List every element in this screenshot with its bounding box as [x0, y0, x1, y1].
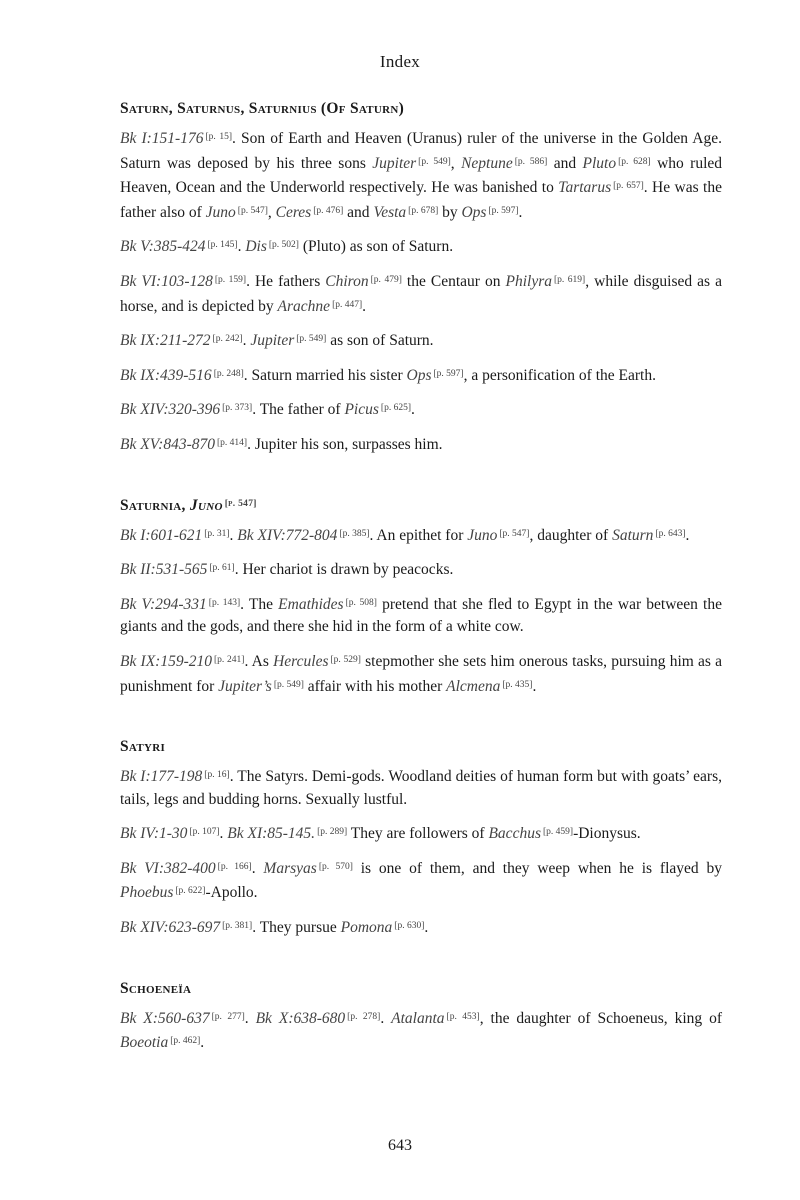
cross-reference-link[interactable]: Phoebus: [120, 884, 174, 902]
entry-paragraph: [120, 126, 722, 224]
entry-paragraph: [120, 397, 722, 422]
body-text: . Jupiter his son, surpasses him.: [247, 435, 443, 453]
page-reference: [p. 479]: [370, 274, 402, 285]
entry-paragraph: [120, 432, 722, 457]
cross-reference-link[interactable]: Bk I:601-621: [120, 526, 203, 544]
entry-paragraph: [120, 1006, 722, 1055]
page-reference: [p. 435]: [502, 679, 533, 690]
cross-reference-link[interactable]: Philyra: [505, 272, 552, 290]
page-reference: [p. 145]: [207, 240, 238, 251]
entry-paragraph: [120, 269, 722, 318]
body-text: . Son of Earth and Heaven (Uranus) ruler of the universe in the Golden Age. Saturn was deposed by his three sons: [120, 130, 723, 172]
cross-reference-link[interactable]: Bk XI:85-145.: [227, 825, 316, 843]
cross-reference-link[interactable]: Emathides: [278, 595, 344, 613]
page-reference: [p. 657]: [613, 181, 644, 192]
page-reference: [p. 459]: [542, 827, 574, 838]
index-content: [120, 100, 722, 1095]
cross-reference-link[interactable]: Bacchus: [488, 825, 541, 843]
body-text: as son of Saturn.: [326, 332, 434, 350]
page-reference: [p. 241]: [214, 654, 245, 665]
page-reference: [p. 586]: [514, 156, 548, 167]
entry-paragraph: [120, 328, 722, 353]
page-reference: [p. 547]: [237, 205, 268, 216]
cross-reference-link[interactable]: Dis: [245, 238, 267, 256]
page-reference: [p. 15]: [205, 132, 233, 142]
body-text: and: [547, 154, 583, 172]
body-text: . The father of: [252, 401, 345, 419]
page-reference: [p. 248]: [213, 368, 244, 379]
cross-reference-link[interactable]: Tartarus: [558, 179, 612, 197]
body-text: .: [251, 859, 264, 877]
cross-reference-link[interactable]: Bk V:385-424: [120, 238, 206, 256]
heading-text: Saturnia,: [120, 496, 190, 514]
cross-reference-link[interactable]: Bk IX:159-210: [120, 652, 213, 670]
body-text: . As: [244, 652, 274, 670]
body-text: who ruled Heaven, Ocean and the Underworld respectively. He was banished to: [120, 154, 723, 197]
entry-heading: [120, 980, 722, 998]
page-reference: [p. 622]: [175, 886, 206, 897]
body-text: . Saturn married his sister: [243, 366, 407, 384]
body-text: . Her chariot is drawn by peacocks.: [234, 561, 454, 579]
cross-reference-link[interactable]: Bk II:531-565: [120, 561, 208, 579]
body-text: ,: [450, 154, 462, 172]
cross-reference-link[interactable]: Bk I:177-198: [120, 768, 203, 786]
page-reference: [p. 549]: [296, 334, 327, 345]
page-reference: [p. 549]: [273, 679, 304, 690]
cross-reference-link[interactable]: Atalanta: [391, 1009, 445, 1027]
heading-text: Saturn, Saturnus, Saturnius (Of Saturn): [120, 100, 405, 117]
page-reference: [p. 277]: [211, 1011, 245, 1022]
entry-heading: [120, 100, 722, 118]
cross-reference-link[interactable]: Bk XIV:623-697: [120, 919, 221, 937]
page-reference: [p. 453]: [446, 1011, 480, 1022]
cross-reference-link[interactable]: Picus: [344, 401, 379, 419]
cross-reference-link[interactable]: Neptune: [461, 154, 513, 172]
cross-reference-link[interactable]: Bk V:294-331: [120, 595, 207, 613]
entry-paragraph: [120, 592, 722, 639]
index-entry: [120, 738, 722, 940]
body-text: They are followers of: [347, 825, 489, 843]
cross-reference-link[interactable]: Bk I:151-176: [120, 130, 204, 147]
heading-text: Satyri: [120, 738, 166, 756]
body-text: .: [237, 238, 246, 256]
cross-reference-link[interactable]: Marsyas: [263, 859, 317, 877]
cross-reference-link[interactable]: Ops: [406, 366, 432, 384]
body-text: and: [343, 203, 374, 221]
body-text: , while disguised as a horse, and is depicted by: [120, 272, 722, 315]
body-text: .: [242, 332, 251, 350]
page-reference: [p. 462]: [170, 1036, 201, 1047]
page-reference: [p. 159]: [214, 274, 247, 285]
cross-reference-link[interactable]: Juno: [467, 526, 498, 544]
page-reference: [p. 373]: [222, 403, 253, 414]
body-text: (Pluto) as son of Saturn.: [298, 238, 454, 256]
page-reference: [p. 242]: [212, 334, 243, 345]
entry-heading: [120, 497, 722, 515]
cross-reference-link[interactable]: Ops: [461, 203, 487, 221]
cross-reference-link[interactable]: Bk X:638-680: [255, 1009, 346, 1027]
entry-paragraph: [120, 856, 722, 905]
cross-reference-link[interactable]: Jupiter’s: [218, 677, 272, 695]
cross-reference-link[interactable]: Bk IX:439-516: [120, 366, 212, 384]
cross-reference-link[interactable]: Boeotia: [120, 1034, 169, 1052]
entry-paragraph: [120, 523, 722, 548]
body-text: .: [244, 1009, 256, 1027]
body-text: -Dionysus.: [573, 825, 641, 843]
page-reference: [p. 529]: [330, 654, 361, 665]
page-reference: [p. 447]: [332, 299, 363, 310]
body-text: , daughter of: [529, 526, 613, 544]
page-reference: [p. 619]: [553, 274, 586, 285]
page-reference: [p. 414]: [216, 437, 248, 448]
cross-reference-link[interactable]: Pluto: [582, 154, 617, 172]
cross-reference-link[interactable]: Juno: [205, 203, 236, 221]
body-text: .: [424, 919, 429, 937]
body-text: . An epithet for: [369, 526, 468, 544]
cross-reference-link[interactable]: Bk XIV:320-396: [120, 401, 221, 419]
body-text: . He fathers: [246, 272, 326, 290]
page-reference: [p. 570]: [318, 861, 353, 872]
page-reference: [p. 508]: [345, 597, 377, 608]
index-entry: [120, 980, 722, 1055]
body-text: . The Satyrs. Demi-gods. Woodland deities of human form but with goats’ ears, tails, legs and budding horns. Sexually lustful.: [120, 768, 722, 808]
cross-reference-link[interactable]: Hercules: [273, 652, 329, 670]
entry-paragraph: [120, 821, 722, 846]
body-text: . He was the father also of: [120, 179, 722, 221]
body-text: .: [685, 526, 690, 544]
body-text: by: [438, 203, 462, 221]
cross-reference-link[interactable]: Bk IX:211-272: [120, 332, 211, 350]
body-text: .: [518, 203, 523, 221]
page-reference: [p. 381]: [222, 921, 253, 932]
page-reference: [p. 476]: [313, 205, 344, 216]
cross-reference-link[interactable]: Bk XIV:772-804: [237, 526, 338, 544]
running-head: Index: [379, 52, 421, 71]
page-reference: [p. 549]: [418, 156, 451, 167]
body-text: .: [380, 1009, 392, 1027]
cross-reference-link[interactable]: Arachne: [277, 297, 331, 315]
cross-reference-link[interactable]: Alcmena: [446, 677, 501, 695]
page-reference: [p. 166]: [217, 861, 252, 872]
body-text: is one of them, and they weep when he is flayed by: [352, 859, 722, 877]
page-reference: [p. 31]: [204, 528, 230, 539]
body-text: affair with his mother: [303, 677, 447, 695]
body-text: , a personification of the Earth.: [463, 366, 656, 384]
body-text: .: [410, 401, 415, 419]
body-text: the Centaur on: [401, 272, 506, 290]
page-reference: [p. 107]: [189, 827, 220, 838]
body-text: . The: [240, 595, 279, 613]
page-reference: [p. 502]: [268, 240, 299, 251]
cross-reference-link[interactable]: Bk IV:1-30: [120, 825, 188, 843]
entry-heading: [120, 738, 722, 756]
cross-reference-link[interactable]: Jupiter: [372, 154, 417, 172]
entry-paragraph: [120, 557, 722, 582]
page-reference: [p. 547]: [499, 528, 530, 539]
page-number: 643: [388, 1137, 412, 1154]
page-reference: [p. 597]: [488, 205, 519, 216]
page-reference: [p. 61]: [209, 563, 235, 574]
index-entry: [120, 497, 722, 699]
body-text: stepmother she sets him onerous tasks, pursuing him as a punishment for: [120, 652, 723, 695]
page-reference: [p. 278]: [347, 1011, 381, 1022]
page-reference: [p. 628]: [618, 156, 651, 167]
entry-paragraph: [120, 649, 722, 698]
cross-reference-link[interactable]: Chiron: [325, 272, 369, 290]
page-reference: [p. 385]: [339, 528, 370, 539]
entry-paragraph: [120, 915, 722, 940]
heading-text: Schoeneïa: [120, 979, 192, 997]
heading-cross-reference[interactable]: Juno: [189, 496, 223, 514]
cross-reference-link[interactable]: Bk X:560-637: [120, 1009, 210, 1027]
body-text: .: [200, 1034, 205, 1052]
cross-reference-link[interactable]: Bk XV:843-870: [120, 435, 215, 453]
page-reference: [p. 16]: [204, 770, 230, 781]
body-text: ,: [267, 203, 276, 221]
body-text: , the daughter of Schoeneus, king of: [479, 1009, 722, 1027]
cross-reference-link[interactable]: Saturn: [612, 526, 654, 544]
page-reference: [p. 597]: [433, 368, 464, 379]
body-text: .: [532, 677, 537, 695]
cross-reference-link[interactable]: Jupiter: [250, 332, 295, 350]
cross-reference-link[interactable]: Bk VI:382-400: [120, 859, 216, 877]
entry-paragraph: [120, 764, 722, 811]
body-text: pretend that she fled to Egypt in the war between the giants and the gods, and there she hid in the form of a white cow.: [120, 595, 722, 636]
body-text: .: [362, 297, 367, 315]
body-text: .: [229, 526, 238, 544]
page-reference: [p. 547]: [224, 498, 257, 509]
entry-paragraph: [120, 234, 722, 259]
cross-reference-link[interactable]: Vesta: [373, 203, 407, 221]
page-reference: [p. 643]: [655, 528, 686, 539]
body-text: .: [219, 825, 228, 843]
page-reference: [p. 625]: [380, 403, 411, 414]
body-text: . They pursue: [252, 919, 341, 937]
cross-reference-link[interactable]: Ceres: [275, 203, 312, 221]
index-entry: [120, 100, 722, 457]
cross-reference-link[interactable]: Bk VI:103-128: [120, 272, 213, 290]
body-text: -Apollo.: [205, 884, 258, 902]
page-reference: [p. 289]: [317, 827, 348, 838]
cross-reference-link[interactable]: Pomona: [340, 919, 393, 937]
page-reference: [p. 630]: [394, 921, 425, 932]
page-reference: [p. 143]: [208, 597, 241, 608]
entry-paragraph: [120, 363, 722, 388]
page-reference: [p. 678]: [408, 205, 439, 216]
